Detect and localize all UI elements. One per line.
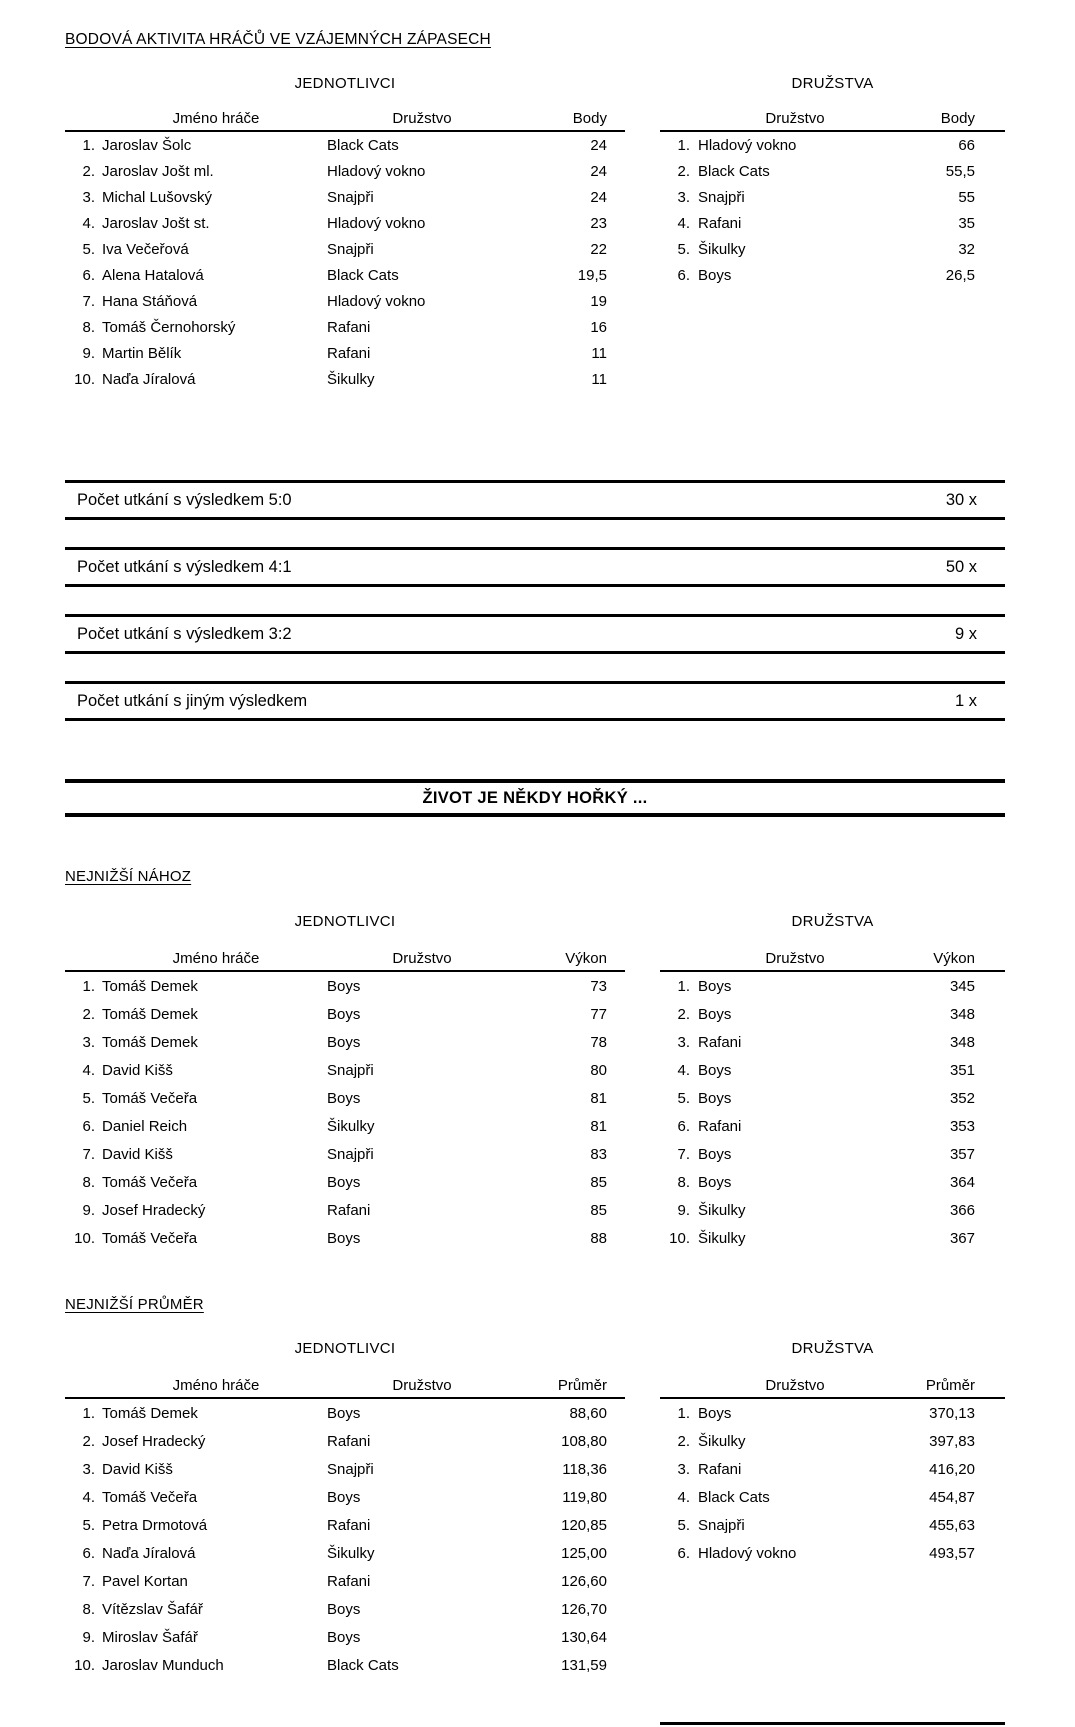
section-heading: NEJNIŽŠÍ NÁHOZ (65, 868, 192, 885)
name-cell: Vítězslav Šafář (102, 1600, 203, 1618)
section-activity (65, 75, 1005, 392)
table-row (660, 262, 1005, 288)
rank-cell: 6. (82, 1117, 95, 1135)
rank-cell: 7. (82, 1572, 95, 1590)
table-row (65, 972, 625, 1000)
value-cell: 416,20 (929, 1460, 975, 1478)
individuals-heading: JEDNOTLIVCI (294, 75, 396, 92)
table-row (660, 1539, 1005, 1567)
table-row (65, 1168, 625, 1196)
team-cell: Snajpři (327, 1460, 374, 1478)
team-cell: Boys (327, 977, 361, 995)
name-cell: Tomáš Černohorský (102, 318, 236, 336)
team-cell: Boys (698, 1404, 732, 1422)
value-cell: 11 (591, 370, 607, 388)
value-cell: 19 (590, 292, 607, 310)
name-cell: Tomáš Večeřa (102, 1089, 198, 1107)
name-cell: Pavel Kortan (102, 1572, 188, 1590)
rank-cell: 3. (677, 1460, 690, 1478)
column-header-player: Jméno hráče (172, 950, 260, 967)
match-count-label: Počet utkání s výsledkem 4:1 (77, 557, 292, 576)
team-cell: Black Cats (327, 1656, 399, 1674)
teams-heading: DRUŽSTVA (791, 75, 874, 92)
match-count-value: 9 x (954, 624, 977, 643)
match-count-label: Počet utkání s výsledkem 5:0 (77, 490, 292, 509)
match-count-value: 1 x (954, 691, 977, 710)
value-cell: 493,57 (929, 1544, 975, 1562)
team-cell: Black Cats (327, 266, 399, 284)
team-cell: Snajpři (698, 1516, 745, 1534)
team-cell: Rafani (698, 214, 742, 232)
value-cell: 131,59 (561, 1656, 607, 1674)
name-cell: Tomáš Demek (102, 1404, 198, 1422)
value-cell: 357 (949, 1145, 975, 1163)
column-header-team: Družstvo (765, 1377, 825, 1394)
table-row (660, 1112, 1005, 1140)
team-cell: Boys (698, 1005, 732, 1023)
rank-cell: 8. (677, 1173, 690, 1191)
table-row (660, 184, 1005, 210)
value-cell: 345 (949, 977, 975, 995)
name-cell: Naďa Jíralová (102, 370, 196, 388)
rank-cell: 6. (82, 1544, 95, 1562)
value-cell: 118,36 (562, 1460, 607, 1478)
team-cell: Šikulky (698, 1201, 746, 1219)
table-row (65, 1623, 625, 1651)
team-cell: Rafani (327, 1572, 371, 1590)
rank-cell: 1. (82, 977, 95, 995)
rank-cell: 3. (82, 1033, 95, 1051)
rank-cell: 7. (82, 292, 95, 310)
table-row (65, 1455, 625, 1483)
column-header-value: Body (572, 110, 607, 127)
table-body (65, 132, 625, 392)
value-cell: 32 (958, 240, 975, 258)
rank-cell: 10. (74, 1656, 95, 1674)
banner (65, 779, 1005, 817)
table-row (660, 1455, 1005, 1483)
value-cell: 83 (590, 1145, 607, 1163)
table-row (660, 1399, 1005, 1427)
team-cell: Hladový vokno (327, 214, 426, 232)
team-cell: Boys (698, 1145, 732, 1163)
table-row (65, 1000, 625, 1028)
table-row (660, 972, 1005, 1000)
team-cell: Boys (327, 1005, 361, 1023)
team-cell: Boys (327, 1229, 361, 1247)
column-header-value: Průměr (557, 1377, 607, 1394)
value-cell: 24 (590, 162, 607, 180)
table-row (660, 132, 1005, 158)
rank-cell: 10. (74, 370, 95, 388)
team-cell: Boys (698, 1173, 732, 1191)
table-row (660, 1168, 1005, 1196)
name-cell: Petra Drmotová (102, 1516, 208, 1534)
name-cell: Hana Stáňová (102, 292, 198, 310)
rank-cell: 5. (82, 1089, 95, 1107)
team-cell: Boys (327, 1089, 361, 1107)
value-cell: 397,83 (929, 1432, 975, 1450)
rank-cell: 3. (82, 1460, 95, 1478)
team-cell: Boys (327, 1628, 361, 1646)
rank-cell: 9. (82, 1628, 95, 1646)
table-row (65, 236, 625, 262)
rank-cell: 2. (677, 162, 690, 180)
team-cell: Rafani (327, 1432, 371, 1450)
match-count-value: 50 x (945, 557, 977, 576)
rank-cell: 4. (677, 1488, 690, 1506)
rank-cell: 6. (677, 1544, 690, 1562)
activity-individuals-table (65, 75, 625, 392)
rank-cell: 1. (677, 136, 690, 154)
table-row (65, 132, 625, 158)
value-cell: 19,5 (577, 266, 607, 284)
value-cell: 23 (590, 214, 607, 232)
rank-cell: 4. (82, 1488, 95, 1506)
rank-cell: 4. (677, 1061, 690, 1079)
name-cell: Miroslav Šafář (102, 1628, 198, 1646)
table-row (65, 1140, 625, 1168)
individuals-heading: JEDNOTLIVCI (294, 913, 396, 930)
team-cell: Rafani (698, 1033, 742, 1051)
match-count-label: Počet utkání s jiným výsledkem (77, 691, 308, 710)
rank-cell: 6. (82, 266, 95, 284)
match-count-row (65, 480, 1005, 520)
name-cell: Tomáš Večeřa (102, 1229, 198, 1247)
table-row (660, 1511, 1005, 1539)
team-cell: Rafani (698, 1117, 742, 1135)
team-cell: Boys (698, 1061, 732, 1079)
match-count-row (65, 547, 1005, 587)
name-cell: Naďa Jíralová (102, 1544, 196, 1562)
table-row (65, 1427, 625, 1455)
table-row (660, 210, 1005, 236)
table-row (65, 1399, 625, 1427)
value-cell: 85 (590, 1201, 607, 1219)
rank-cell: 2. (677, 1005, 690, 1023)
name-cell: Martin Bělík (102, 344, 182, 362)
value-cell: 348 (949, 1005, 975, 1023)
rank-cell: 1. (677, 1404, 690, 1422)
table-row (660, 1224, 1005, 1252)
name-cell: David Kišš (102, 1061, 173, 1079)
value-cell: 11 (591, 344, 607, 362)
value-cell: 353 (949, 1117, 975, 1135)
name-cell: Michal Lušovský (102, 188, 213, 206)
match-count-label: Počet utkání s výsledkem 3:2 (77, 624, 292, 643)
team-cell: Snajpři (327, 1145, 374, 1163)
team-cell: Boys (698, 977, 732, 995)
value-cell: 88 (590, 1229, 607, 1247)
table-row (660, 236, 1005, 262)
table-row (65, 288, 625, 314)
team-cell: Black Cats (698, 162, 770, 180)
table-row (65, 314, 625, 340)
table-body (660, 1399, 1005, 1567)
value-cell: 55 (958, 188, 975, 206)
value-cell: 367 (949, 1229, 975, 1247)
team-cell: Boys (327, 1404, 361, 1422)
name-cell: Tomáš Večeřa (102, 1173, 198, 1191)
column-header-team: Družstvo (392, 110, 452, 127)
value-cell: 126,60 (561, 1572, 607, 1590)
column-header-team: Družstvo (392, 1377, 452, 1394)
value-cell: 370,13 (929, 1404, 975, 1422)
rank-cell: 7. (82, 1145, 95, 1163)
value-cell: 16 (590, 318, 607, 336)
column-header-value: Výkon (565, 950, 607, 967)
column-header-player: Jméno hráče (172, 110, 260, 127)
rank-cell: 9. (677, 1201, 690, 1219)
rank-cell: 1. (82, 1404, 95, 1422)
team-cell: Snajpři (327, 188, 374, 206)
team-cell: Hladový vokno (698, 136, 797, 154)
match-count-bars (65, 480, 1005, 721)
team-cell: Šikulky (327, 1117, 375, 1135)
table-row (65, 262, 625, 288)
value-cell: 55,5 (945, 162, 975, 180)
rank-cell: 10. (74, 1229, 95, 1247)
rank-cell: 7. (677, 1145, 690, 1163)
team-cell: Boys (327, 1488, 361, 1506)
table-body (65, 1399, 625, 1679)
team-cell: Šikulky (698, 1432, 746, 1450)
table-header-row (65, 110, 625, 132)
lowest-average-teams-table (660, 1340, 1005, 1567)
rank-cell: 4. (82, 214, 95, 232)
value-cell: 108,80 (561, 1432, 607, 1450)
column-header-team: Družstvo (392, 950, 452, 967)
value-cell: 88,60 (569, 1404, 607, 1422)
column-header-value: Body (940, 110, 975, 127)
team-cell: Rafani (327, 1516, 371, 1534)
name-cell: Jaroslav Munduch (102, 1656, 224, 1674)
team-cell: Hladový vokno (327, 292, 426, 310)
name-cell: Jaroslav Jošt st. (102, 214, 210, 232)
page-title: BODOVÁ AKTIVITA HRÁČŮ VE VZÁJEMNÝCH ZÁPASECH (65, 31, 491, 48)
team-cell: Rafani (327, 344, 371, 362)
rank-cell: 3. (82, 188, 95, 206)
table-row (65, 1224, 625, 1252)
lowest-average-individuals-table (65, 1340, 625, 1679)
value-cell: 24 (590, 188, 607, 206)
column-header-player: Jméno hráče (172, 1377, 260, 1394)
table-row (65, 1539, 625, 1567)
value-cell: 22 (590, 240, 607, 258)
name-cell: David Kišš (102, 1145, 173, 1163)
column-header-team: Družstvo (765, 950, 825, 967)
team-cell: Hladový vokno (327, 162, 426, 180)
banner-title: ŽIVOT JE NĚKDY HOŘKÝ ... (422, 788, 648, 807)
table-row (65, 158, 625, 184)
rank-cell: 8. (82, 1600, 95, 1618)
team-cell: Boys (327, 1600, 361, 1618)
table-row (65, 340, 625, 366)
value-cell: 24 (590, 136, 607, 154)
table-row (65, 184, 625, 210)
rank-cell: 9. (82, 1201, 95, 1219)
value-cell: 364 (949, 1173, 975, 1191)
table-row (660, 1028, 1005, 1056)
table-header-row (660, 1377, 1005, 1399)
value-cell: 80 (590, 1061, 607, 1079)
name-cell: Josef Hradecký (102, 1432, 206, 1450)
team-cell: Snajpři (698, 188, 745, 206)
value-cell: 81 (590, 1117, 607, 1135)
rank-cell: 10. (669, 1229, 690, 1247)
rank-cell: 8. (82, 1173, 95, 1191)
name-cell: Daniel Reich (102, 1117, 188, 1135)
team-cell: Black Cats (327, 136, 399, 154)
value-cell: 26,5 (945, 266, 975, 284)
activity-teams-table (660, 75, 1005, 288)
value-cell: 126,70 (561, 1600, 607, 1618)
name-cell: Iva Večeřová (102, 240, 189, 258)
name-cell: Tomáš Večeřa (102, 1488, 198, 1506)
value-cell: 455,63 (929, 1516, 975, 1534)
table-row (660, 1196, 1005, 1224)
table-body (660, 132, 1005, 288)
rank-cell: 4. (677, 214, 690, 232)
team-cell: Boys (698, 266, 732, 284)
table-row (65, 1112, 625, 1140)
page-bottom-divider (660, 1722, 1005, 1725)
team-cell: Rafani (698, 1460, 742, 1478)
value-cell: 351 (949, 1061, 975, 1079)
value-cell: 366 (949, 1201, 975, 1219)
name-cell: Tomáš Demek (102, 1005, 198, 1023)
rank-cell: 2. (82, 162, 95, 180)
value-cell: 120,85 (561, 1516, 607, 1534)
rank-cell: 5. (82, 240, 95, 258)
section-lowest-throw (65, 868, 1005, 1252)
teams-heading: DRUŽSTVA (791, 913, 874, 930)
match-count-row (65, 614, 1005, 654)
value-cell: 77 (590, 1005, 607, 1023)
table-header-row (660, 950, 1005, 972)
rank-cell: 5. (677, 240, 690, 258)
table-row (65, 1084, 625, 1112)
value-cell: 66 (958, 136, 975, 154)
value-cell: 85 (590, 1173, 607, 1191)
value-cell: 454,87 (929, 1488, 975, 1506)
teams-heading: DRUŽSTVA (791, 1340, 874, 1357)
rank-cell: 4. (82, 1061, 95, 1079)
table-header-row (65, 950, 625, 972)
rank-cell: 5. (82, 1516, 95, 1534)
individuals-heading: JEDNOTLIVCI (294, 1340, 396, 1357)
lowest-throw-individuals-table (65, 913, 625, 1252)
value-cell: 78 (590, 1033, 607, 1051)
table-row (660, 1000, 1005, 1028)
table-row (660, 1056, 1005, 1084)
match-count-value: 30 x (945, 490, 977, 509)
table-row (65, 1483, 625, 1511)
rank-cell: 2. (677, 1432, 690, 1450)
table-row (660, 158, 1005, 184)
team-cell: Black Cats (698, 1488, 770, 1506)
table-row (65, 1028, 625, 1056)
value-cell: 119,80 (562, 1488, 607, 1506)
value-cell: 125,00 (561, 1544, 607, 1562)
rank-cell: 9. (82, 344, 95, 362)
team-cell: Šikulky (698, 240, 746, 258)
rank-cell: 6. (677, 266, 690, 284)
name-cell: David Kišš (102, 1460, 173, 1478)
value-cell: 35 (958, 214, 975, 232)
table-row (65, 1511, 625, 1539)
name-cell: Josef Hradecký (102, 1201, 206, 1219)
match-count-row (65, 681, 1005, 721)
rank-cell: 2. (82, 1432, 95, 1450)
table-row (660, 1427, 1005, 1455)
team-cell: Boys (698, 1089, 732, 1107)
team-cell: Šikulky (698, 1229, 746, 1247)
table-row (65, 1056, 625, 1084)
team-cell: Šikulky (327, 370, 375, 388)
value-cell: 130,64 (561, 1628, 607, 1646)
column-header-value: Výkon (933, 950, 975, 967)
name-cell: Tomáš Demek (102, 977, 198, 995)
name-cell: Alena Hatalová (102, 266, 204, 284)
rank-cell: 1. (82, 136, 95, 154)
team-cell: Snajpři (327, 240, 374, 258)
rank-cell: 5. (677, 1089, 690, 1107)
table-row (660, 1140, 1005, 1168)
rank-cell: 6. (677, 1117, 690, 1135)
rank-cell: 1. (677, 977, 690, 995)
team-cell: Hladový vokno (698, 1544, 797, 1562)
rank-cell: 3. (677, 1033, 690, 1051)
rank-cell: 8. (82, 318, 95, 336)
table-row (65, 210, 625, 236)
team-cell: Šikulky (327, 1544, 375, 1562)
team-cell: Boys (327, 1033, 361, 1051)
name-cell: Tomáš Demek (102, 1033, 198, 1051)
column-header-value: Průměr (925, 1377, 975, 1394)
table-row (65, 1567, 625, 1595)
table-row (65, 1651, 625, 1679)
table-body (660, 972, 1005, 1252)
table-row (65, 1595, 625, 1623)
table-row (660, 1084, 1005, 1112)
rank-cell: 2. (82, 1005, 95, 1023)
table-row (660, 1483, 1005, 1511)
name-cell: Jaroslav Jošt ml. (102, 162, 214, 180)
table-row (65, 1196, 625, 1224)
section-heading: NEJNIŽŠÍ PRŮMĚR (65, 1296, 204, 1313)
team-cell: Rafani (327, 1201, 371, 1219)
team-cell: Snajpři (327, 1061, 374, 1079)
value-cell: 73 (590, 977, 607, 995)
name-cell: Jaroslav Šolc (102, 136, 192, 154)
value-cell: 81 (590, 1089, 607, 1107)
rank-cell: 5. (677, 1516, 690, 1534)
section-lowest-average (65, 1296, 1005, 1679)
column-header-team: Družstvo (765, 110, 825, 127)
lowest-throw-teams-table (660, 913, 1005, 1252)
value-cell: 352 (949, 1089, 975, 1107)
rank-cell: 3. (677, 188, 690, 206)
table-body (65, 972, 625, 1252)
table-header-row (660, 110, 1005, 132)
team-cell: Rafani (327, 318, 371, 336)
table-header-row (65, 1377, 625, 1399)
team-cell: Boys (327, 1173, 361, 1191)
value-cell: 348 (949, 1033, 975, 1051)
table-row (65, 366, 625, 392)
